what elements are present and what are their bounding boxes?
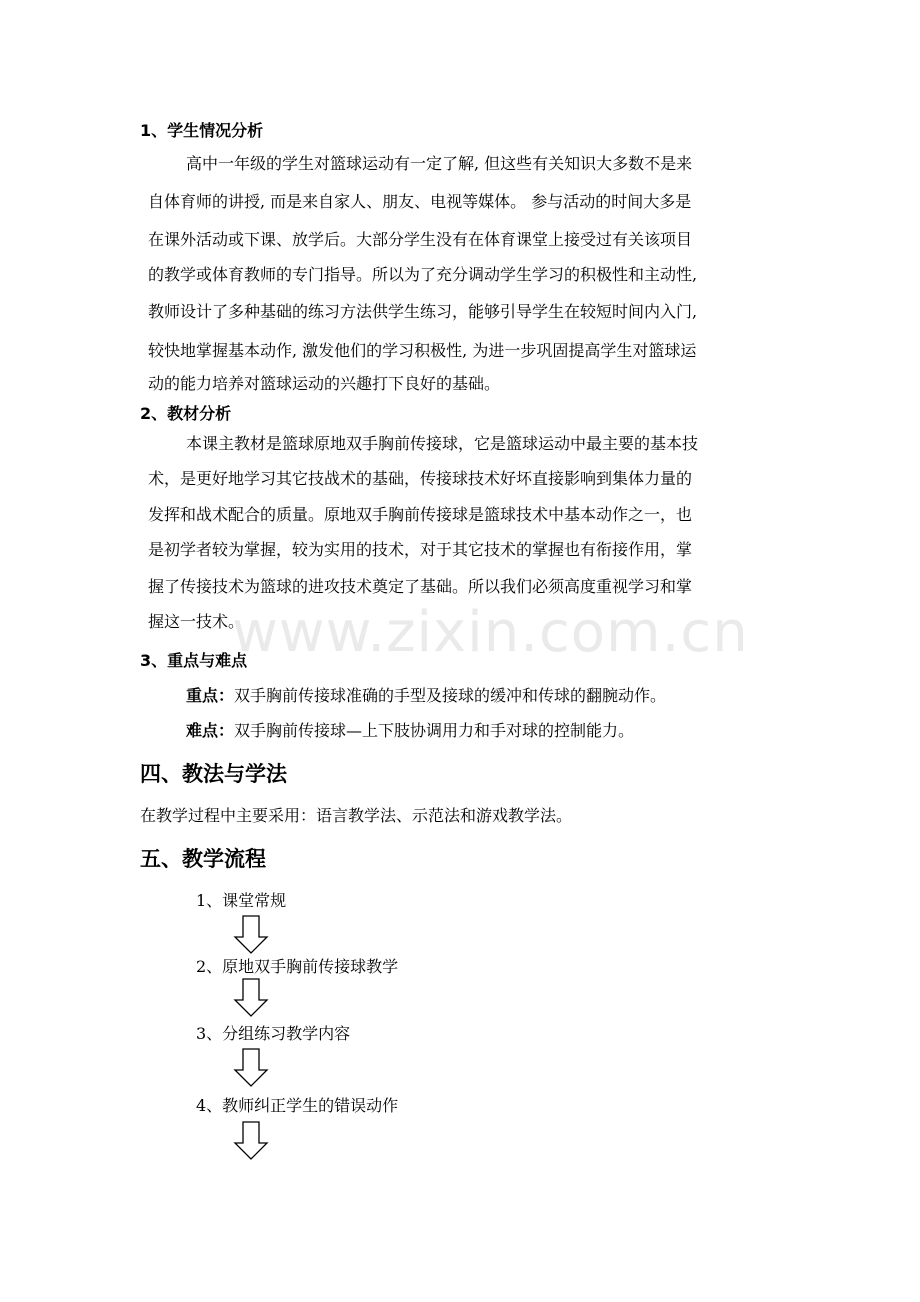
section-1-line: 动的能力培养对篮球运动的兴趣打下良好的基础。 [148, 374, 501, 393]
section-2-line: 本课主教材是篮球原地双手胸前传接球，它是篮球运动中最主要的基本技 [186, 434, 699, 453]
section-2-line: 术，是更好地学习其它技战术的基础，传接球技术好坏直接影响到集体力量的 [148, 469, 693, 488]
flow-step: 3、分组练习教学内容 [196, 1024, 351, 1043]
difficulty-row [186, 721, 634, 741]
key-point-row [186, 686, 666, 706]
key-point-text: 双手胸前传接球准确的手型及接球的缓冲和传球的翻腕动作。 [234, 686, 667, 705]
section-2-line: 是初学者较为掌握，较为实用的技术，对于其它技术的掌握也有衔接作用，掌 [148, 540, 693, 559]
down-arrow-icon [233, 1121, 269, 1161]
section-3-heading: 3、重点与难点 [140, 651, 248, 670]
section-2-line: 握这一技术。 [148, 612, 245, 631]
section-1-heading: 1、学生情况分析 [140, 121, 264, 140]
section-1-line: 的教学或体育教师的专门指导。所以为了充分调动学生学习的积极性和主动性, [148, 265, 698, 284]
section-1-line: 教师设计了多种基础的练习方法供学生练习，能够引导学生在较短时间内入门, [148, 302, 698, 321]
difficulty-label: 难点： [186, 721, 235, 740]
section-2-line: 发挥和战术配合的质量。原地双手胸前传接球是篮球技术中基本动作之一，也 [148, 505, 693, 524]
watermark: www.zixin.com.cn [232, 600, 749, 665]
section-2-heading: 2、教材分析 [140, 404, 232, 423]
down-arrow-icon [233, 915, 269, 955]
section-5-heading: 五、教学流程 [140, 847, 266, 871]
down-arrow-icon [233, 1048, 269, 1088]
key-point-label: 重点： [186, 686, 235, 705]
flow-step: 2、原地双手胸前传接球教学 [196, 957, 399, 976]
section-1-line: 在课外活动或下课、放学后。大部分学生没有在体育课堂上接受过有关该项目 [148, 230, 693, 249]
section-4-text: 在教学过程中主要采用：语言教学法、示范法和游戏教学法。 [140, 806, 573, 825]
difficulty-text: 双手胸前传接球—上下肢协调用力和手对球的控制能力。 [234, 721, 635, 740]
section-2-line: 握了传接技术为篮球的进攻技术奠定了基础。所以我们必须高度重视学习和掌 [148, 577, 693, 596]
section-4-heading: 四、教法与学法 [140, 762, 287, 786]
section-1-line: 高中一年级的学生对篮球运动有一定了解, 但这些有关知识大多数不是来 [186, 154, 693, 173]
section-1-line: 较快地掌握基本动作, 激发他们的学习积极性, 为进一步巩固提高学生对篮球运 [148, 341, 697, 360]
section-1-line: 自体育师的讲授, 而是来自家人、朋友、电视等媒体。 参与活动的时间大多是 [148, 192, 692, 211]
flow-step: 1、课堂常规 [196, 891, 287, 910]
flow-step: 4、教师纠正学生的错误动作 [196, 1096, 399, 1115]
down-arrow-icon [233, 978, 269, 1018]
